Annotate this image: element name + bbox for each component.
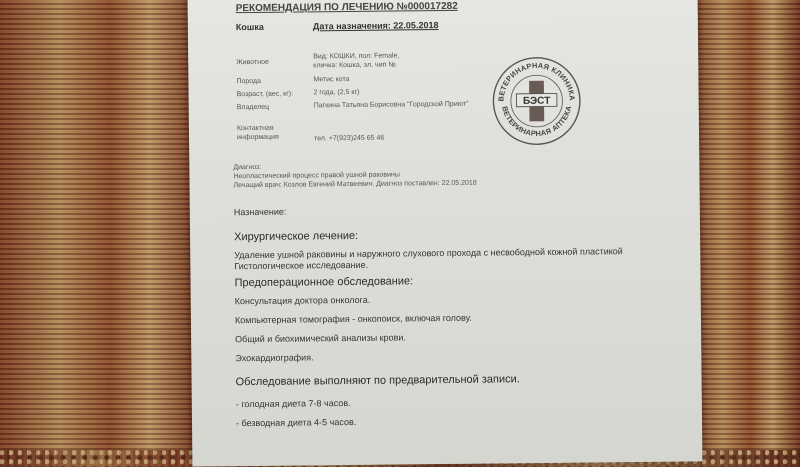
carpet-background-right [690, 0, 800, 450]
contact-value: тел. +7(923)245 65 46 [314, 134, 385, 143]
stamp-ring-bottom: ВЕТЕРИНАРНАЯ АПТЕКА [500, 104, 574, 139]
breed-label: Порода [236, 77, 262, 86]
assignment-date: Дата назначения: 22.05.2018 [312, 20, 439, 32]
stamp-ring-top: ВЕТЕРИНАРНАЯ КЛИНИКА [496, 60, 577, 102]
clinic-stamp [490, 55, 583, 148]
preop-item: Эхокардиография. [235, 352, 314, 364]
surgery-heading: Хирургическое лечение: [234, 229, 359, 244]
owner-value: Пагкина Татьяна Борисовна "Городской Приют" [313, 100, 469, 110]
diagnosis-label: Диагноз: [233, 163, 262, 172]
contact-label-line2: информация [236, 133, 279, 142]
prescription-label: Назначение: [233, 206, 287, 218]
stamp-center-text: БЭСТ [522, 95, 551, 107]
animal-value-line1: Вид: КОШКИ, пол: Female, [313, 52, 400, 61]
animal-label: Животное [236, 58, 269, 67]
document-sheet [188, 0, 703, 467]
preop-item: Компьютерная томография - онкопоиск, включая голову. [234, 312, 472, 326]
diet-item: - безводная диета 4-5 часов. [235, 416, 357, 429]
animal-name: Кошка [235, 21, 264, 33]
diet-item: - голодная диета 7-8 часов. [235, 397, 351, 410]
contact-label-line1: Контактная [236, 124, 274, 133]
owner-label: Владелец [236, 103, 270, 112]
surgery-line2: Гистологическое исследование. [234, 259, 369, 272]
age-value: 2 года, (2,5 кг) [313, 88, 360, 97]
document-title: РЕКОМЕНДАЦИЯ ПО ЛЕЧЕНИЮ №000017282 [235, 0, 458, 15]
preop-heading: Предоперационное обследование: [234, 275, 414, 290]
age-label: Возраст, (вес, кг): [236, 90, 294, 99]
preop-item: Общий и биохимический анализы крови. [235, 332, 406, 345]
animal-value-line2: кличка: Кошка, эл. чип № [313, 61, 396, 70]
diagnosis-doctor: Лечащий врач: Козлов Евгений Матвеевич. Диагноз поставлен: 22.05.2018 [233, 179, 477, 190]
breed-value: Метис кота [313, 75, 350, 84]
appointment-note: Обследование выполняют по предварительной записи. [235, 373, 520, 389]
preop-item: Консультация доктора онколога. [234, 294, 371, 307]
surgery-line1: Удаление ушной раковины и наружного слухового прохода с несвободной кожной пластикой [234, 246, 623, 261]
diagnosis-text: Неопластический процесс правой ушной раковины [233, 171, 400, 181]
carpet-background-left [0, 0, 200, 450]
